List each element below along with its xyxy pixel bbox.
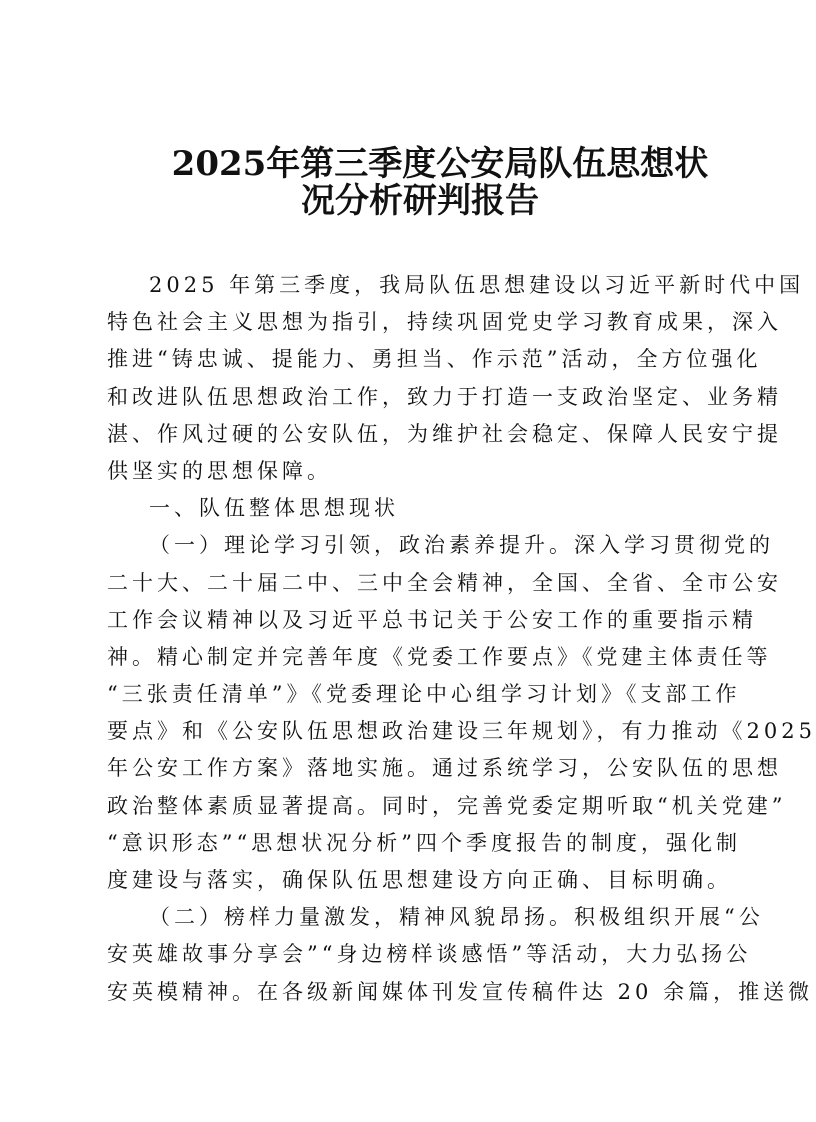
paragraph-line: 安英模精神。在各级新闻媒体刊发宣传稿件达 20 余篇，推送微 <box>107 979 814 1004</box>
paragraph-line: 特色社会主义思想为指引，持续巩固党史学习教育成果，深入 <box>107 310 782 335</box>
paragraph-line: “意识形态”“思想状况分析”四个季度报告的制度，强化制 <box>107 830 741 855</box>
paragraph-line: 神。精心制定并完善年度《党委工作要点》《党建主体责任等 <box>107 644 772 669</box>
paragraph-line: 和改进队伍思想政治工作，致力于打造一支政治坚定、业务精 <box>107 384 782 409</box>
title-line: 况分析研判报告 <box>301 181 539 221</box>
paragraph-line: 度建设与落实，确保队伍思想建设方向正确、目标明确。 <box>107 868 732 892</box>
paragraph-line: 政治整体素质显著提高。同时，完善党委定期听取“机关党建” <box>107 793 787 818</box>
paragraph-line: （二）榜样力量激发，精神风貌昂扬。积极组织开展“公 <box>149 905 764 930</box>
paragraph-line: 二十大、二十届二中、三中全会精神，全国、全省、全市公安 <box>107 570 782 595</box>
paragraph-line: （一）理论学习引领，政治素养提升。深入学习贯彻党的 <box>149 533 774 558</box>
paragraph-line: 2025 年第三季度，我局队伍思想建设以习近平新时代中国 <box>149 273 805 297</box>
title-line: 2025年第三季度公安局队伍思想状 <box>171 144 709 184</box>
document-title <box>100 146 740 220</box>
paragraph-line: 湛、作风过硬的公安队伍，为维护社会稳定、保障人民安宁提 <box>107 421 782 446</box>
paragraph-line: 供坚实的思想保障。 <box>107 458 332 483</box>
paragraph-line: 安英雄故事分享会”“身边榜样谈感悟”等活动，大力弘扬公 <box>107 942 752 967</box>
paragraph-line: 年公安工作方案》落地实施。通过系统学习，公安队伍的思想 <box>107 756 782 781</box>
paragraph-line: 工作会议精神以及习近平总书记关于公安工作的重要指示精 <box>107 607 757 632</box>
paragraph-line: “三张责任清单”》《党委理论中心组学习计划》《支部工作 <box>107 682 741 707</box>
document-body <box>107 267 816 1011</box>
paragraph-line: 要点》和《公安队伍思想政治建设三年规划》，有力推动《2025 <box>107 719 816 744</box>
paragraph-line: 推进“铸忠诚、提能力、勇担当、作示范”活动，全方位强化 <box>107 347 762 372</box>
section-heading: 一、队伍整体思想现状 <box>149 496 399 521</box>
